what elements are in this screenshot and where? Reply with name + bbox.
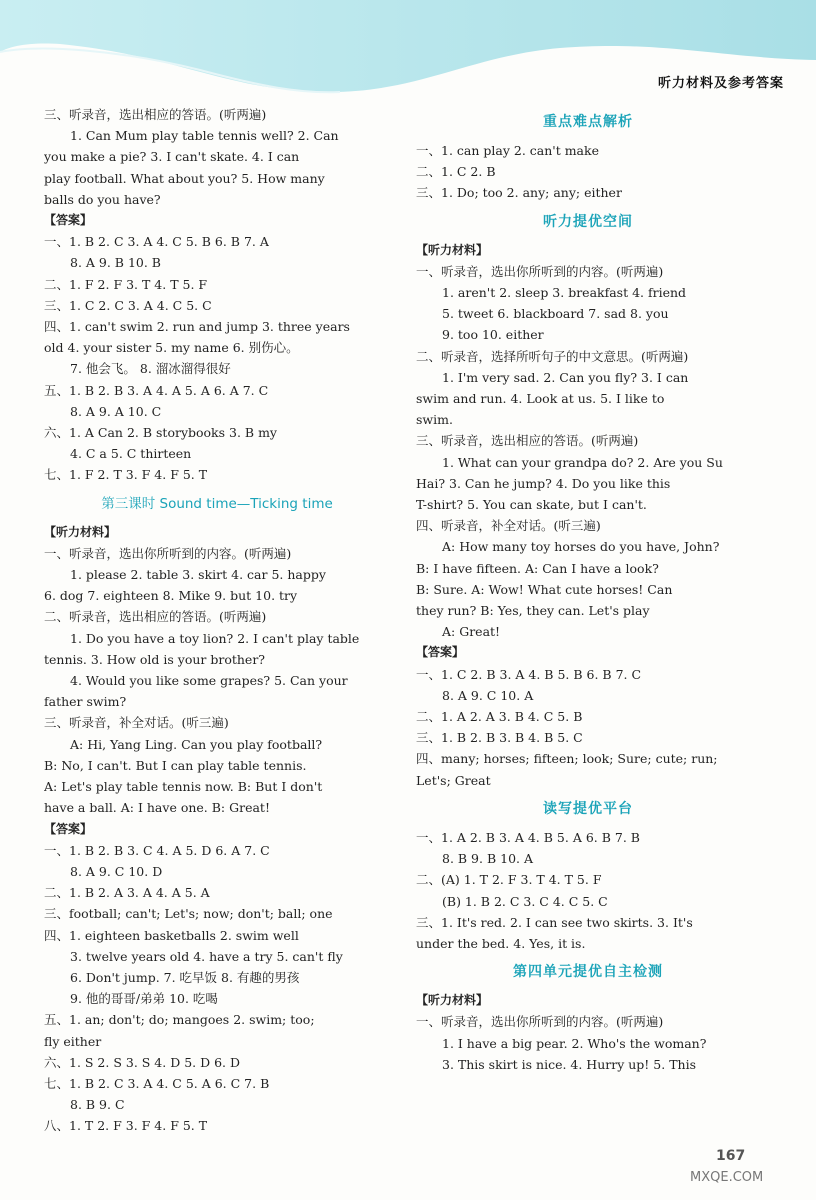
text-line: 6. Don't jump. 7. 吃早饭 8. 有趣的男孩 [70, 969, 300, 985]
text-line: 二、1. C 2. B [416, 164, 496, 180]
section-tag: 【答案】 [44, 821, 93, 836]
text-line: B: Sure. A: Wow! What cute horses! Can [416, 581, 673, 597]
text-line: 9. too 10. either [442, 327, 544, 343]
text-line: 六、1. A Can 2. B storybooks 3. B my [44, 425, 277, 441]
text-line: 一、1. C 2. B 3. A 4. B 5. B 6. B 7. C [416, 666, 642, 682]
text-line: 5. tweet 6. blackboard 7. sad 8. you [442, 306, 669, 322]
text-line: 七、1. B 2. C 3. A 4. C 5. A 6. C 7. B [44, 1075, 270, 1091]
text-line: 3. This skirt is nice. 4. Hurry up! 5. This [442, 1056, 696, 1072]
text-line: 二、1. B 2. A 3. A 4. A 5. A [44, 885, 210, 901]
text-line: 一、听录音，选出你所听到的内容。(听两遍) [44, 545, 292, 561]
text-line: (B) 1. B 2. C 3. C 4. C 5. C [442, 893, 608, 909]
text-line: A: Let's play table tennis now. B: But I don't [44, 779, 323, 795]
section-heading: 重点难点解析 [543, 114, 633, 130]
text-line: swim and run. 4. Look at us. 5. I like to [416, 391, 665, 407]
text-line: A: Hi, Yang Ling. Can you play football? [70, 736, 323, 752]
text-line: A: Great! [442, 624, 501, 640]
text-line: Hai? 3. Can he jump? 4. Do you like this [416, 475, 671, 491]
text-line: 一、1. B 2. C 3. A 4. C 5. B 6. B 7. A [44, 234, 269, 250]
text-line: 1. I'm very sad. 2. Can you fly? 3. I can [442, 369, 689, 385]
text-line: play football. What about you? 5. How many [44, 170, 325, 186]
section-heading: 第三课时 Sound time—Ticking time [101, 495, 333, 512]
text-line: 8. B 9. B 10. A [442, 851, 533, 867]
section-tag: 【答案】 [416, 645, 465, 660]
text-line: 一、1. B 2. B 3. C 4. A 5. D 6. A 7. C [44, 842, 270, 858]
section-tag: 【听力材料】 [416, 993, 489, 1008]
text-line: 二、听录音，选择所听句子的中文意思。(听两遍) [416, 348, 689, 364]
text-line: 4. C a 5. C thirteen [70, 446, 192, 462]
text-line: 五、1. an; don't; do; mangoes 2. swim; too; [44, 1012, 315, 1028]
section-heading: 读写提优平台 [543, 800, 633, 817]
text-line: B: I have fifteen. A: Can I have a look? [416, 560, 659, 576]
text-line: Let's; Great [416, 772, 491, 788]
text-line: B: No, I can't. But I can play table tennis. [44, 757, 307, 773]
text-line: 四、1. eighteen basketballs 2. swim well [44, 927, 299, 943]
text-line: 8. A 9. C 10. A [442, 687, 534, 703]
section-heading: 第四单元提优自主检测 [513, 964, 663, 981]
text-line: T-shirt? 5. You can skate, but I can't. [416, 497, 647, 513]
text-line: 8. B 9. C [70, 1097, 125, 1113]
text-line: 二、听录音，选出相应的答语。(听两遍) [44, 609, 267, 625]
text-line: 三、1. It's red. 2. I can see two skirts. 3. It's [416, 914, 693, 930]
section-heading: 听力提优空间 [543, 213, 633, 230]
watermark: MXQE.COM [690, 1170, 764, 1185]
text-line: 1. please 2. table 3. skirt 4. car 5. happy [70, 567, 326, 583]
text-line: old 4. your sister 5. my name 6. 别伤心。 [44, 340, 299, 356]
text-line: 六、1. S 2. S 3. S 4. D 5. D 6. D [44, 1054, 241, 1070]
text-line: 四、many; horses; fifteen; look; Sure; cute; run; [416, 751, 718, 767]
text-line: 1. Can Mum play table tennis well? 2. Can [70, 128, 339, 144]
text-line: A: How many toy horses do you have, John? [442, 539, 720, 555]
text-line: balls do you have? [44, 191, 161, 207]
text-line: 8. A 9. A 10. C [70, 403, 162, 419]
section-tag: 【听力材料】 [44, 524, 117, 539]
text-line: 四、1. can't swim 2. run and jump 3. three years [44, 319, 350, 335]
text-line: 3. twelve years old 4. have a try 5. can't fly [70, 948, 343, 964]
section-tag: 【听力材料】 [416, 242, 489, 257]
text-line: you make a pie? 3. I can't skate. 4. I can [44, 149, 300, 165]
text-line: 1. aren't 2. sleep 3. breakfast 4. friend [442, 285, 687, 301]
text-line: 三、听录音，选出相应的答语。(听两遍) [44, 107, 267, 122]
left-column [44, 104, 390, 1137]
text-line: 一、听录音，选出你所听到的内容。(听两遍) [416, 263, 664, 279]
right-column [416, 104, 760, 1075]
text-line: 四、听录音，补全对话。(听三遍) [416, 518, 601, 534]
text-line: 三、听录音，补全对话。(听三遍) [44, 715, 229, 731]
header-title: 听力材料及参考答案 [657, 76, 784, 91]
text-line: 7. 他会飞。 8. 溜冰溜得很好 [70, 361, 231, 377]
text-line: 一、1. can play 2. can't make [416, 143, 599, 158]
text-line: tennis. 3. How old is your brother? [44, 651, 266, 667]
text-line: 三、1. B 2. B 3. B 4. B 5. C [416, 730, 583, 746]
text-line: 4. Would you like some grapes? 5. Can your [70, 673, 348, 689]
text-line: 二、(A) 1. T 2. F 3. T 4. T 5. F [416, 872, 602, 888]
text-line: have a ball. A: I have one. B: Great! [44, 800, 270, 816]
text-line: father swim? [44, 694, 127, 710]
text-line: fly either [44, 1033, 102, 1049]
text-line: 8. A 9. C 10. D [70, 863, 163, 879]
text-line: 二、1. F 2. F 3. T 4. T 5. F [44, 276, 208, 292]
section-tag: 【答案】 [44, 213, 93, 228]
text-line: 9. 他的哥哥/弟弟 10. 吃喝 [70, 991, 218, 1007]
text-line: 一、听录音，选出你所听到的内容。(听两遍) [416, 1014, 664, 1030]
text-line: 三、1. C 2. C 3. A 4. C 5. C [44, 297, 212, 313]
text-line: 八、1. T 2. F 3. F 4. F 5. T [44, 1118, 208, 1134]
text-line: 三、football; can't; Let's; now; don't; ball; one [44, 906, 333, 922]
text-line: 二、1. A 2. A 3. B 4. C 5. B [416, 709, 583, 725]
text-line: 一、1. A 2. B 3. A 4. B 5. A 6. B 7. B [416, 829, 640, 845]
text-line: 1. Do you have a toy lion? 2. I can't play table [70, 630, 360, 646]
text-line: 1. I have a big pear. 2. Who's the woman? [442, 1035, 707, 1051]
text-line: 三、听录音，选出相应的答语。(听两遍) [416, 433, 639, 449]
text-line: 三、1. Do; too 2. any; any; either [416, 185, 622, 201]
text-line: 6. dog 7. eighteen 8. Mike 9. but 10. try [44, 588, 298, 604]
text-line: under the bed. 4. Yes, it is. [416, 935, 586, 951]
text-line: 1. What can your grandpa do? 2. Are you Su [442, 454, 723, 470]
text-line: 五、1. B 2. B 3. A 4. A 5. A 6. A 7. C [44, 382, 269, 398]
text-line: swim. [416, 412, 453, 428]
text-line: 8. A 9. B 10. B [70, 255, 161, 271]
page-number: 167 [716, 1148, 746, 1164]
text-line: they run? B: Yes, they can. Let's play [416, 603, 650, 619]
text-line: 七、1. F 2. T 3. F 4. F 5. T [44, 467, 208, 483]
